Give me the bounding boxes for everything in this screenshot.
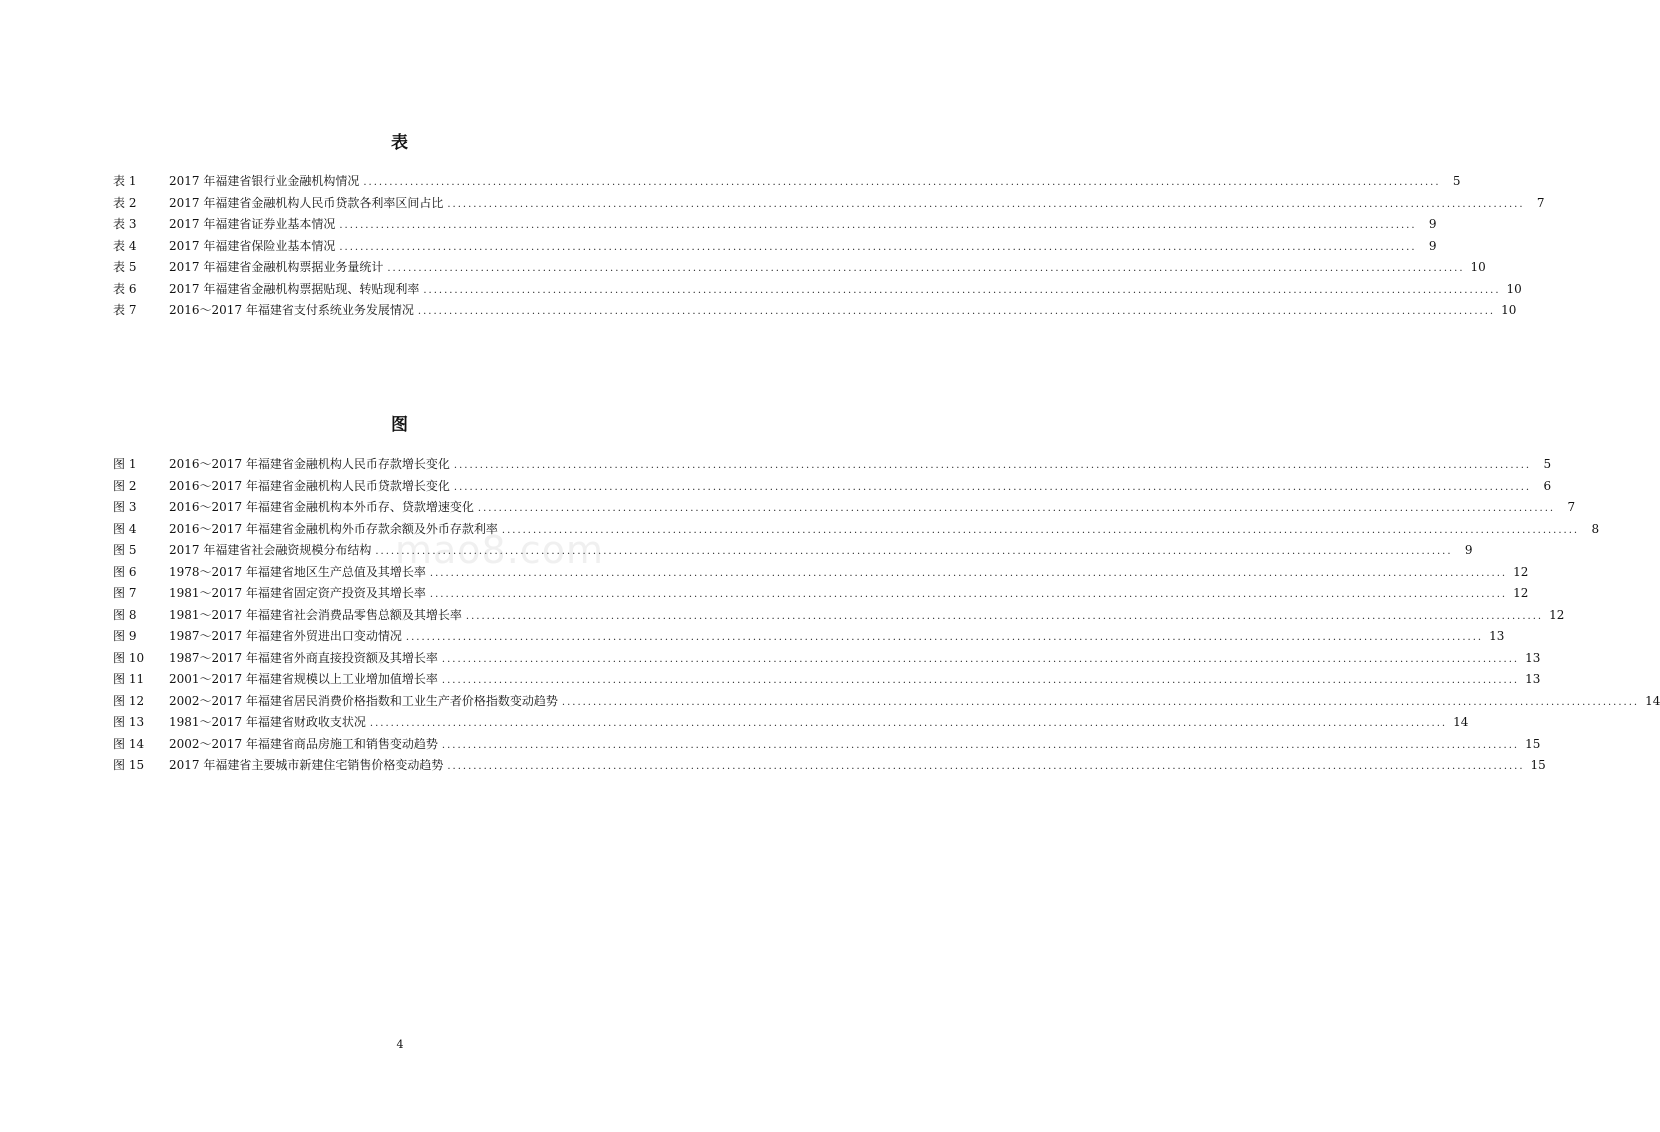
dot-leader (387, 258, 1464, 280)
entry-title: 2016～2017 年福建省金融机构人民币存款增长变化 (169, 457, 450, 471)
entry-label: 表 4 (113, 238, 137, 253)
entry-title: 2017 年福建省主要城市新建住宅销售价格变动趋势 (169, 758, 444, 772)
entry-page: 15 (1525, 736, 1541, 751)
entry-page: 8 (1591, 521, 1600, 536)
entry-page: 13 (1489, 629, 1505, 643)
figure-entry[interactable] (113, 605, 1565, 627)
figure-entry[interactable] (113, 583, 1529, 605)
entry-title: 1987～2017 年福建省外贸进出口变动情况 (169, 629, 402, 643)
entry-label: 表 6 (113, 281, 137, 296)
entry-page: 9 (1428, 238, 1437, 253)
dot-leader (502, 520, 1579, 542)
page-number: 4 (396, 1038, 404, 1051)
figures-heading: 图 (391, 415, 409, 435)
figure-entry[interactable] (113, 648, 1541, 670)
entry-page: 13 (1525, 650, 1541, 665)
entry-label: 图 5 (113, 543, 137, 557)
entry-label: 图 4 (113, 521, 137, 536)
table-entry[interactable] (113, 236, 1437, 258)
entry-page: 15 (1530, 758, 1546, 772)
table-entry[interactable] (113, 300, 1517, 322)
entry-label: 图 7 (113, 586, 137, 600)
entry-title: 2016～2017 年福建省金融机构本外币存、贷款增速变化 (169, 500, 474, 514)
table-entry[interactable] (113, 193, 1545, 215)
entry-label: 图 9 (113, 629, 137, 643)
entry-title: 2016～2017 年福建省金融机构外币存款余额及外币存款利率 (169, 521, 498, 536)
dot-leader (447, 756, 1524, 778)
entry-page: 9 (1464, 543, 1473, 557)
entry-label: 表 7 (113, 303, 137, 317)
dot-leader (442, 670, 1519, 692)
figure-entry[interactable] (113, 626, 1505, 648)
dot-leader (447, 194, 1524, 216)
entry-label: 图 1 (113, 457, 137, 471)
entry-title: 2017 年福建省社会融资规模分布结构 (169, 543, 372, 557)
tables-list (113, 171, 1545, 322)
dot-leader (430, 584, 1507, 606)
entry-title: 2002～2017 年福建省居民消费价格指数和工业生产者价格指数变动趋势 (169, 693, 558, 708)
figure-entry[interactable] (113, 712, 1469, 734)
dot-leader (370, 713, 1447, 735)
entry-page: 7 (1567, 500, 1576, 514)
entry-page: 13 (1525, 672, 1541, 686)
entry-label: 图 6 (113, 564, 137, 579)
dot-leader (339, 215, 1416, 237)
entry-page: 14 (1645, 693, 1660, 708)
table-entry[interactable] (113, 257, 1486, 279)
tables-heading: 表 (391, 133, 409, 153)
dot-leader (562, 692, 1639, 714)
dot-leader (442, 735, 1519, 757)
dot-leader (339, 237, 1416, 259)
entry-title: 2017 年福建省保险业基本情况 (169, 238, 336, 253)
entry-label: 图 14 (113, 736, 145, 751)
dot-leader (363, 172, 1440, 194)
dot-leader (418, 301, 1495, 323)
entry-title: 2017 年福建省证券业基本情况 (169, 217, 336, 231)
dot-leader (454, 477, 1531, 499)
table-entry[interactable] (113, 279, 1522, 301)
entry-label: 表 1 (113, 174, 137, 188)
dot-leader (442, 649, 1519, 671)
entry-title: 1981～2017 年福建省固定资产投资及其增长率 (169, 586, 426, 600)
figure-entry[interactable] (113, 691, 1660, 713)
entry-title: 2017 年福建省金融机构人民币贷款各利率区间占比 (169, 195, 444, 210)
entry-title: 1978～2017 年福建省地区生产总值及其增长率 (169, 564, 426, 579)
entry-label: 表 3 (113, 217, 137, 231)
entry-label: 图 12 (113, 693, 145, 708)
figure-entry[interactable] (113, 454, 1552, 476)
entry-page: 12 (1549, 607, 1565, 622)
entry-page: 9 (1428, 217, 1437, 231)
entry-title: 1981～2017 年福建省财政收支状况 (169, 715, 366, 729)
entry-page: 14 (1453, 715, 1469, 729)
entry-label: 图 15 (113, 758, 145, 772)
table-entry[interactable] (113, 214, 1437, 236)
entry-title: 2017 年福建省银行业金融机构情况 (169, 174, 360, 188)
entry-label: 表 2 (113, 195, 137, 210)
entry-title: 2017 年福建省金融机构票据业务量统计 (169, 260, 384, 274)
dot-leader (466, 606, 1543, 628)
entry-title: 2016～2017 年福建省支付系统业务发展情况 (169, 303, 414, 317)
figure-entry[interactable] (113, 755, 1546, 777)
dot-leader (423, 280, 1500, 302)
entry-label: 图 8 (113, 607, 137, 622)
entry-title: 1987～2017 年福建省外商直接投资额及其增长率 (169, 650, 438, 665)
figure-entry[interactable] (113, 669, 1541, 691)
dot-leader (454, 455, 1531, 477)
entry-title: 2016～2017 年福建省金融机构人民币贷款增长变化 (169, 478, 450, 493)
watermark: mao8.com (395, 528, 604, 572)
entry-label: 图 13 (113, 715, 145, 729)
dot-leader (478, 498, 1555, 520)
table-entry[interactable] (113, 171, 1461, 193)
entry-page: 10 (1501, 303, 1517, 317)
entry-title: 1981～2017 年福建省社会消费品零售总额及其增长率 (169, 607, 462, 622)
figure-entry[interactable] (113, 497, 1576, 519)
entry-title: 2017 年福建省金融机构票据贴现、转贴现利率 (169, 281, 420, 296)
entry-label: 图 2 (113, 478, 137, 493)
dot-leader (406, 627, 1483, 649)
entry-page: 6 (1543, 478, 1552, 493)
entry-label: 图 10 (113, 650, 145, 665)
entry-page: 12 (1513, 564, 1529, 579)
entry-label: 图 11 (113, 672, 145, 686)
entry-page: 12 (1513, 586, 1529, 600)
figures-list (113, 454, 1660, 777)
figure-entry[interactable] (113, 734, 1541, 756)
entry-label: 表 5 (113, 260, 137, 274)
entry-page: 10 (1470, 260, 1486, 274)
entry-page: 5 (1543, 457, 1552, 471)
entry-title: 2002～2017 年福建省商品房施工和销售变动趋势 (169, 736, 438, 751)
entry-page: 5 (1452, 174, 1461, 188)
entry-page: 7 (1536, 195, 1545, 210)
entry-title: 2001～2017 年福建省规模以上工业增加值增长率 (169, 672, 438, 686)
figure-entry[interactable] (113, 476, 1552, 498)
entry-label: 图 3 (113, 500, 137, 514)
entry-page: 10 (1506, 281, 1522, 296)
